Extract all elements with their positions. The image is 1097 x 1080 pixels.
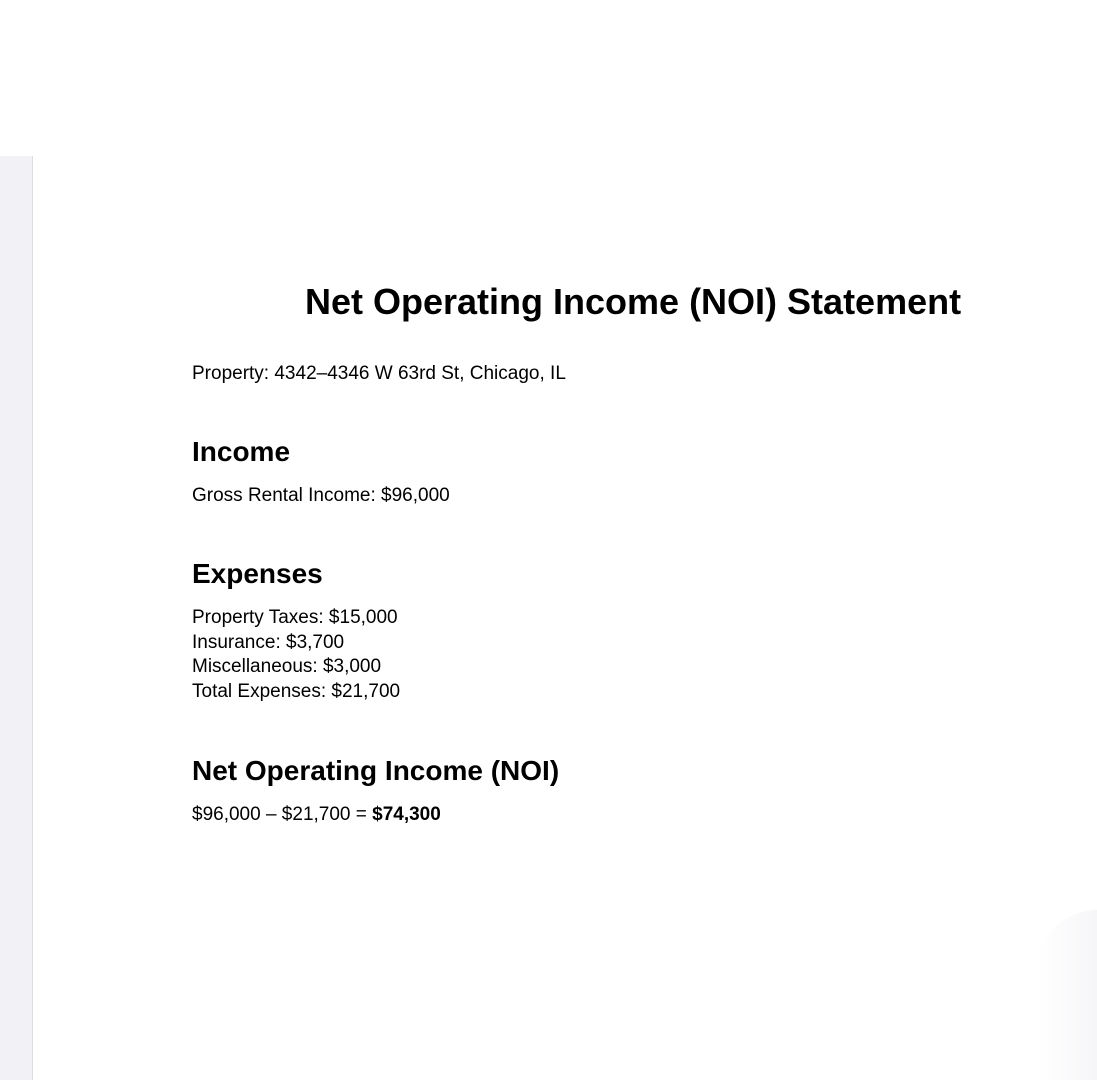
noi-calculation: [192, 802, 441, 827]
expenses-heading: Expenses: [192, 558, 323, 589]
expense-property-taxes: Property Taxes: $15,000: [192, 607, 398, 628]
sidebar-gutter: [0, 156, 33, 1080]
income-heading: Income: [192, 436, 291, 467]
property-line: Property: 4342–4346 W 63rd St, Chicago, IL: [192, 363, 566, 384]
document-title: Net Operating Income (NOI) Statement: [305, 281, 962, 322]
gross-rental-income: Gross Rental Income: $96,000: [192, 485, 450, 506]
expenses-list: [192, 606, 400, 704]
expense-insurance: Insurance: $3,700: [192, 631, 345, 653]
noi-heading: Net Operating Income (NOI): [192, 755, 560, 786]
expense-miscellaneous: Miscellaneous: $3,000: [192, 656, 382, 677]
expense-total: Total Expenses: $21,700: [192, 680, 401, 702]
noi-result: $74,300: [372, 804, 441, 825]
noi-formula: $96,000 – $21,700 =: [192, 804, 373, 825]
